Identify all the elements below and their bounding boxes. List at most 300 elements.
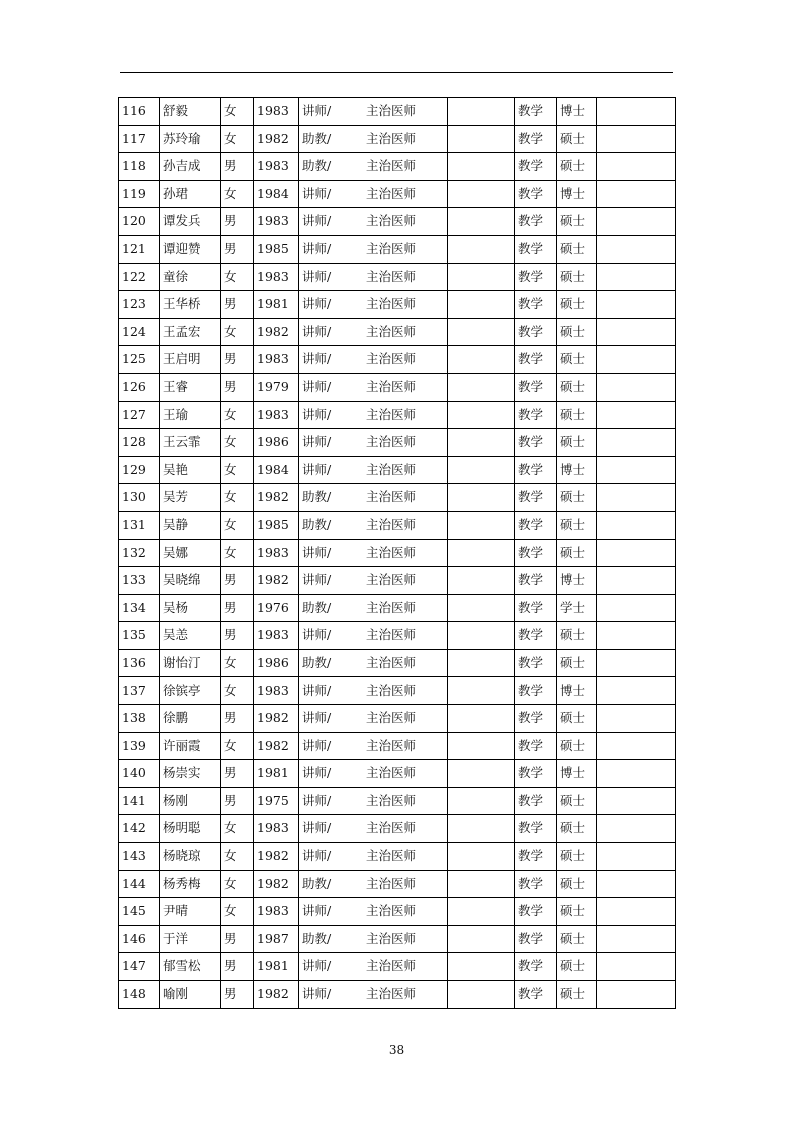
- degree-cell: 硕士: [557, 511, 597, 539]
- name-cell: 吴芳: [160, 484, 221, 512]
- table-row: [119, 594, 676, 622]
- row-number-cell: 130: [119, 484, 160, 512]
- row-number-cell: 125: [119, 346, 160, 374]
- extra-cell: [597, 953, 676, 981]
- gender-cell: 男: [221, 235, 254, 263]
- row-number-cell: 132: [119, 539, 160, 567]
- row-number-cell: 140: [119, 760, 160, 788]
- row-number-cell: 134: [119, 594, 160, 622]
- position-type-cell: 教学: [515, 870, 557, 898]
- clinical-title: 主治医师: [366, 710, 417, 726]
- extra-cell: [597, 981, 676, 1009]
- notes-cell: [448, 705, 515, 733]
- title-cell: [299, 870, 448, 898]
- clinical-title: 主治医师: [366, 903, 417, 919]
- degree-cell: 博士: [557, 456, 597, 484]
- gender-cell: 女: [221, 263, 254, 291]
- birth-year-cell: 1979: [254, 373, 299, 401]
- birth-year-cell: 1982: [254, 125, 299, 153]
- academic-title: 讲师/: [302, 765, 332, 781]
- row-number-cell: 144: [119, 870, 160, 898]
- position-type-cell: 教学: [515, 925, 557, 953]
- academic-title: 讲师/: [302, 103, 332, 119]
- extra-cell: [597, 539, 676, 567]
- position-type-cell: 教学: [515, 649, 557, 677]
- academic-title: 讲师/: [302, 737, 332, 753]
- degree-cell: 博士: [557, 180, 597, 208]
- position-type-cell: 教学: [515, 484, 557, 512]
- title-cell: [299, 898, 448, 926]
- birth-year-cell: 1983: [254, 622, 299, 650]
- clinical-title: 主治医师: [366, 351, 417, 367]
- row-number-cell: 118: [119, 153, 160, 181]
- notes-cell: [448, 815, 515, 843]
- position-type-cell: 教学: [515, 263, 557, 291]
- extra-cell: [597, 622, 676, 650]
- notes-cell: [448, 125, 515, 153]
- academic-title: 讲师/: [302, 268, 332, 284]
- gender-cell: 女: [221, 318, 254, 346]
- degree-cell: 硕士: [557, 153, 597, 181]
- name-cell: 谭发兵: [160, 208, 221, 236]
- extra-cell: [597, 787, 676, 815]
- title-cell: [299, 153, 448, 181]
- name-cell: 徐鹏: [160, 705, 221, 733]
- position-type-cell: 教学: [515, 732, 557, 760]
- academic-title: 讲师/: [302, 296, 332, 312]
- table-row: [119, 208, 676, 236]
- birth-year-cell: 1982: [254, 732, 299, 760]
- title-cell: [299, 98, 448, 126]
- title-cell: [299, 622, 448, 650]
- title-cell: [299, 484, 448, 512]
- notes-cell: [448, 484, 515, 512]
- birth-year-cell: 1986: [254, 429, 299, 457]
- notes-cell: [448, 98, 515, 126]
- extra-cell: [597, 346, 676, 374]
- degree-cell: 硕士: [557, 843, 597, 871]
- name-cell: 王启明: [160, 346, 221, 374]
- title-cell: [299, 539, 448, 567]
- name-cell: 吴娜: [160, 539, 221, 567]
- page-number: 38: [388, 1043, 405, 1057]
- birth-year-cell: 1986: [254, 649, 299, 677]
- extra-cell: [597, 567, 676, 595]
- birth-year-cell: 1981: [254, 760, 299, 788]
- clinical-title: 主治医师: [366, 958, 417, 974]
- degree-cell: 硕士: [557, 346, 597, 374]
- academic-title: 讲师/: [302, 572, 332, 588]
- clinical-title: 主治医师: [366, 737, 417, 753]
- gender-cell: 男: [221, 346, 254, 374]
- table-row: [119, 622, 676, 650]
- row-number-cell: 117: [119, 125, 160, 153]
- position-type-cell: 教学: [515, 125, 557, 153]
- position-type-cell: 教学: [515, 373, 557, 401]
- name-cell: 吴恙: [160, 622, 221, 650]
- clinical-title: 主治医师: [366, 378, 417, 394]
- gender-cell: 男: [221, 760, 254, 788]
- gender-cell: 女: [221, 429, 254, 457]
- notes-cell: [448, 981, 515, 1009]
- title-cell: [299, 263, 448, 291]
- birth-year-cell: 1983: [254, 153, 299, 181]
- gender-cell: 女: [221, 677, 254, 705]
- extra-cell: [597, 677, 676, 705]
- name-cell: 王云霏: [160, 429, 221, 457]
- degree-cell: 硕士: [557, 787, 597, 815]
- table-row: [119, 843, 676, 871]
- extra-cell: [597, 705, 676, 733]
- title-cell: [299, 594, 448, 622]
- birth-year-cell: 1981: [254, 291, 299, 319]
- degree-cell: 硕士: [557, 898, 597, 926]
- title-cell: [299, 235, 448, 263]
- row-number-cell: 146: [119, 925, 160, 953]
- birth-year-cell: 1983: [254, 677, 299, 705]
- row-number-cell: 126: [119, 373, 160, 401]
- academic-title: 助教/: [302, 930, 332, 946]
- title-cell: [299, 925, 448, 953]
- clinical-title: 主治医师: [366, 323, 417, 339]
- degree-cell: 硕士: [557, 484, 597, 512]
- degree-cell: 硕士: [557, 125, 597, 153]
- row-number-cell: 119: [119, 180, 160, 208]
- extra-cell: [597, 456, 676, 484]
- birth-year-cell: 1982: [254, 484, 299, 512]
- position-type-cell: 教学: [515, 815, 557, 843]
- position-type-cell: 教学: [515, 291, 557, 319]
- clinical-title: 主治医师: [366, 820, 417, 836]
- name-cell: 杨刚: [160, 787, 221, 815]
- birth-year-cell: 1983: [254, 98, 299, 126]
- name-cell: 杨崇实: [160, 760, 221, 788]
- title-cell: [299, 401, 448, 429]
- position-type-cell: 教学: [515, 953, 557, 981]
- name-cell: 童徐: [160, 263, 221, 291]
- extra-cell: [597, 318, 676, 346]
- title-cell: [299, 732, 448, 760]
- clinical-title: 主治医师: [366, 185, 417, 201]
- academic-title: 讲师/: [302, 986, 332, 1002]
- position-type-cell: 教学: [515, 567, 557, 595]
- notes-cell: [448, 953, 515, 981]
- clinical-title: 主治医师: [366, 572, 417, 588]
- degree-cell: 硕士: [557, 649, 597, 677]
- notes-cell: [448, 787, 515, 815]
- notes-cell: [448, 235, 515, 263]
- row-number-cell: 124: [119, 318, 160, 346]
- name-cell: 郁雪松: [160, 953, 221, 981]
- notes-cell: [448, 180, 515, 208]
- title-cell: [299, 953, 448, 981]
- gender-cell: 女: [221, 484, 254, 512]
- notes-cell: [448, 760, 515, 788]
- title-cell: [299, 815, 448, 843]
- extra-cell: [597, 180, 676, 208]
- position-type-cell: 教学: [515, 456, 557, 484]
- clinical-title: 主治医师: [366, 682, 417, 698]
- degree-cell: 硕士: [557, 705, 597, 733]
- title-cell: [299, 125, 448, 153]
- table-row: [119, 346, 676, 374]
- notes-cell: [448, 401, 515, 429]
- notes-cell: [448, 925, 515, 953]
- academic-title: 讲师/: [302, 958, 332, 974]
- title-cell: [299, 787, 448, 815]
- birth-year-cell: 1984: [254, 456, 299, 484]
- clinical-title: 主治医师: [366, 296, 417, 312]
- table-row: [119, 925, 676, 953]
- header-rule: [120, 72, 673, 73]
- table-row: [119, 953, 676, 981]
- clinical-title: 主治医师: [366, 516, 417, 532]
- notes-cell: [448, 594, 515, 622]
- clinical-title: 主治医师: [366, 268, 417, 284]
- extra-cell: [597, 649, 676, 677]
- gender-cell: 女: [221, 456, 254, 484]
- birth-year-cell: 1983: [254, 539, 299, 567]
- clinical-title: 主治医师: [366, 213, 417, 229]
- row-number-cell: 123: [119, 291, 160, 319]
- position-type-cell: 教学: [515, 705, 557, 733]
- academic-title: 助教/: [302, 599, 332, 615]
- position-type-cell: 教学: [515, 208, 557, 236]
- degree-cell: 博士: [557, 98, 597, 126]
- extra-cell: [597, 373, 676, 401]
- title-cell: [299, 567, 448, 595]
- extra-cell: [597, 898, 676, 926]
- table-row: [119, 787, 676, 815]
- gender-cell: 女: [221, 815, 254, 843]
- notes-cell: [448, 511, 515, 539]
- name-cell: 苏玲瑜: [160, 125, 221, 153]
- name-cell: 谭迎赞: [160, 235, 221, 263]
- title-cell: [299, 760, 448, 788]
- academic-title: 助教/: [302, 489, 332, 505]
- staff-table: [118, 97, 676, 1009]
- clinical-title: 主治医师: [366, 489, 417, 505]
- notes-cell: [448, 208, 515, 236]
- extra-cell: [597, 291, 676, 319]
- clinical-title: 主治医师: [366, 406, 417, 422]
- notes-cell: [448, 346, 515, 374]
- academic-title: 讲师/: [302, 351, 332, 367]
- title-cell: [299, 373, 448, 401]
- academic-title: 讲师/: [302, 710, 332, 726]
- birth-year-cell: 1975: [254, 787, 299, 815]
- row-number-cell: 147: [119, 953, 160, 981]
- gender-cell: 男: [221, 787, 254, 815]
- academic-title: 讲师/: [302, 792, 332, 808]
- clinical-title: 主治医师: [366, 241, 417, 257]
- gender-cell: 女: [221, 732, 254, 760]
- gender-cell: 男: [221, 953, 254, 981]
- name-cell: 孙珺: [160, 180, 221, 208]
- name-cell: 喻刚: [160, 981, 221, 1009]
- clinical-title: 主治医师: [366, 792, 417, 808]
- name-cell: 杨晓琼: [160, 843, 221, 871]
- academic-title: 讲师/: [302, 213, 332, 229]
- degree-cell: 博士: [557, 760, 597, 788]
- degree-cell: 硕士: [557, 291, 597, 319]
- table-row: [119, 815, 676, 843]
- table-row: [119, 235, 676, 263]
- birth-year-cell: 1982: [254, 318, 299, 346]
- title-cell: [299, 981, 448, 1009]
- gender-cell: 男: [221, 373, 254, 401]
- gender-cell: 女: [221, 125, 254, 153]
- degree-cell: 博士: [557, 567, 597, 595]
- row-number-cell: 137: [119, 677, 160, 705]
- gender-cell: 男: [221, 622, 254, 650]
- table-row: [119, 567, 676, 595]
- birth-year-cell: 1982: [254, 981, 299, 1009]
- table-row: [119, 539, 676, 567]
- row-number-cell: 121: [119, 235, 160, 263]
- birth-year-cell: 1984: [254, 180, 299, 208]
- degree-cell: 博士: [557, 677, 597, 705]
- table-row: [119, 649, 676, 677]
- position-type-cell: 教学: [515, 346, 557, 374]
- title-cell: [299, 180, 448, 208]
- position-type-cell: 教学: [515, 677, 557, 705]
- name-cell: 吴艳: [160, 456, 221, 484]
- birth-year-cell: 1976: [254, 594, 299, 622]
- notes-cell: [448, 732, 515, 760]
- name-cell: 徐镔亭: [160, 677, 221, 705]
- position-type-cell: 教学: [515, 401, 557, 429]
- table-row: [119, 125, 676, 153]
- clinical-title: 主治医师: [366, 461, 417, 477]
- table-row: [119, 98, 676, 126]
- birth-year-cell: 1982: [254, 705, 299, 733]
- table-row: [119, 677, 676, 705]
- row-number-cell: 129: [119, 456, 160, 484]
- gender-cell: 女: [221, 843, 254, 871]
- position-type-cell: 教学: [515, 511, 557, 539]
- academic-title: 讲师/: [302, 682, 332, 698]
- academic-title: 讲师/: [302, 434, 332, 450]
- table-row: [119, 373, 676, 401]
- academic-title: 讲师/: [302, 406, 332, 422]
- title-cell: [299, 843, 448, 871]
- gender-cell: 女: [221, 649, 254, 677]
- row-number-cell: 116: [119, 98, 160, 126]
- extra-cell: [597, 925, 676, 953]
- table-row: [119, 870, 676, 898]
- position-type-cell: 教学: [515, 153, 557, 181]
- notes-cell: [448, 456, 515, 484]
- clinical-title: 主治医师: [366, 158, 417, 174]
- degree-cell: 硕士: [557, 981, 597, 1009]
- degree-cell: 硕士: [557, 815, 597, 843]
- row-number-cell: 141: [119, 787, 160, 815]
- position-type-cell: 教学: [515, 622, 557, 650]
- clinical-title: 主治医师: [366, 599, 417, 615]
- row-number-cell: 143: [119, 843, 160, 871]
- table-row: [119, 429, 676, 457]
- position-type-cell: 教学: [515, 318, 557, 346]
- row-number-cell: 135: [119, 622, 160, 650]
- name-cell: 舒毅: [160, 98, 221, 126]
- degree-cell: 硕士: [557, 208, 597, 236]
- degree-cell: 硕士: [557, 925, 597, 953]
- birth-year-cell: 1981: [254, 953, 299, 981]
- title-cell: [299, 208, 448, 236]
- gender-cell: 女: [221, 180, 254, 208]
- clinical-title: 主治医师: [366, 930, 417, 946]
- table-row: [119, 484, 676, 512]
- degree-cell: 硕士: [557, 373, 597, 401]
- notes-cell: [448, 870, 515, 898]
- title-cell: [299, 318, 448, 346]
- name-cell: 王睿: [160, 373, 221, 401]
- extra-cell: [597, 760, 676, 788]
- gender-cell: 男: [221, 705, 254, 733]
- degree-cell: 硕士: [557, 318, 597, 346]
- table-row: [119, 291, 676, 319]
- row-number-cell: 122: [119, 263, 160, 291]
- position-type-cell: 教学: [515, 539, 557, 567]
- table-row: [119, 760, 676, 788]
- clinical-title: 主治医师: [366, 986, 417, 1002]
- clinical-title: 主治医师: [366, 544, 417, 560]
- degree-cell: 硕士: [557, 429, 597, 457]
- extra-cell: [597, 843, 676, 871]
- academic-title: 讲师/: [302, 323, 332, 339]
- table-row: [119, 732, 676, 760]
- notes-cell: [448, 153, 515, 181]
- name-cell: 孙吉成: [160, 153, 221, 181]
- notes-cell: [448, 291, 515, 319]
- extra-cell: [597, 98, 676, 126]
- row-number-cell: 139: [119, 732, 160, 760]
- academic-title: 助教/: [302, 158, 332, 174]
- gender-cell: 男: [221, 153, 254, 181]
- academic-title: 讲师/: [302, 820, 332, 836]
- degree-cell: 学士: [557, 594, 597, 622]
- table-row: [119, 318, 676, 346]
- notes-cell: [448, 649, 515, 677]
- birth-year-cell: 1983: [254, 898, 299, 926]
- academic-title: 助教/: [302, 875, 332, 891]
- birth-year-cell: 1982: [254, 843, 299, 871]
- row-number-cell: 136: [119, 649, 160, 677]
- position-type-cell: 教学: [515, 98, 557, 126]
- birth-year-cell: 1983: [254, 208, 299, 236]
- name-cell: 吴晓绵: [160, 567, 221, 595]
- position-type-cell: 教学: [515, 981, 557, 1009]
- academic-title: 讲师/: [302, 461, 332, 477]
- table-row: [119, 153, 676, 181]
- extra-cell: [597, 208, 676, 236]
- academic-title: 讲师/: [302, 848, 332, 864]
- birth-year-cell: 1985: [254, 235, 299, 263]
- row-number-cell: 138: [119, 705, 160, 733]
- table-row: [119, 511, 676, 539]
- table-row: [119, 898, 676, 926]
- gender-cell: 女: [221, 511, 254, 539]
- position-type-cell: 教学: [515, 235, 557, 263]
- academic-title: 讲师/: [302, 903, 332, 919]
- clinical-title: 主治医师: [366, 848, 417, 864]
- table-body: [119, 98, 676, 1009]
- extra-cell: [597, 263, 676, 291]
- table-row: [119, 456, 676, 484]
- clinical-title: 主治医师: [366, 103, 417, 119]
- clinical-title: 主治医师: [366, 654, 417, 670]
